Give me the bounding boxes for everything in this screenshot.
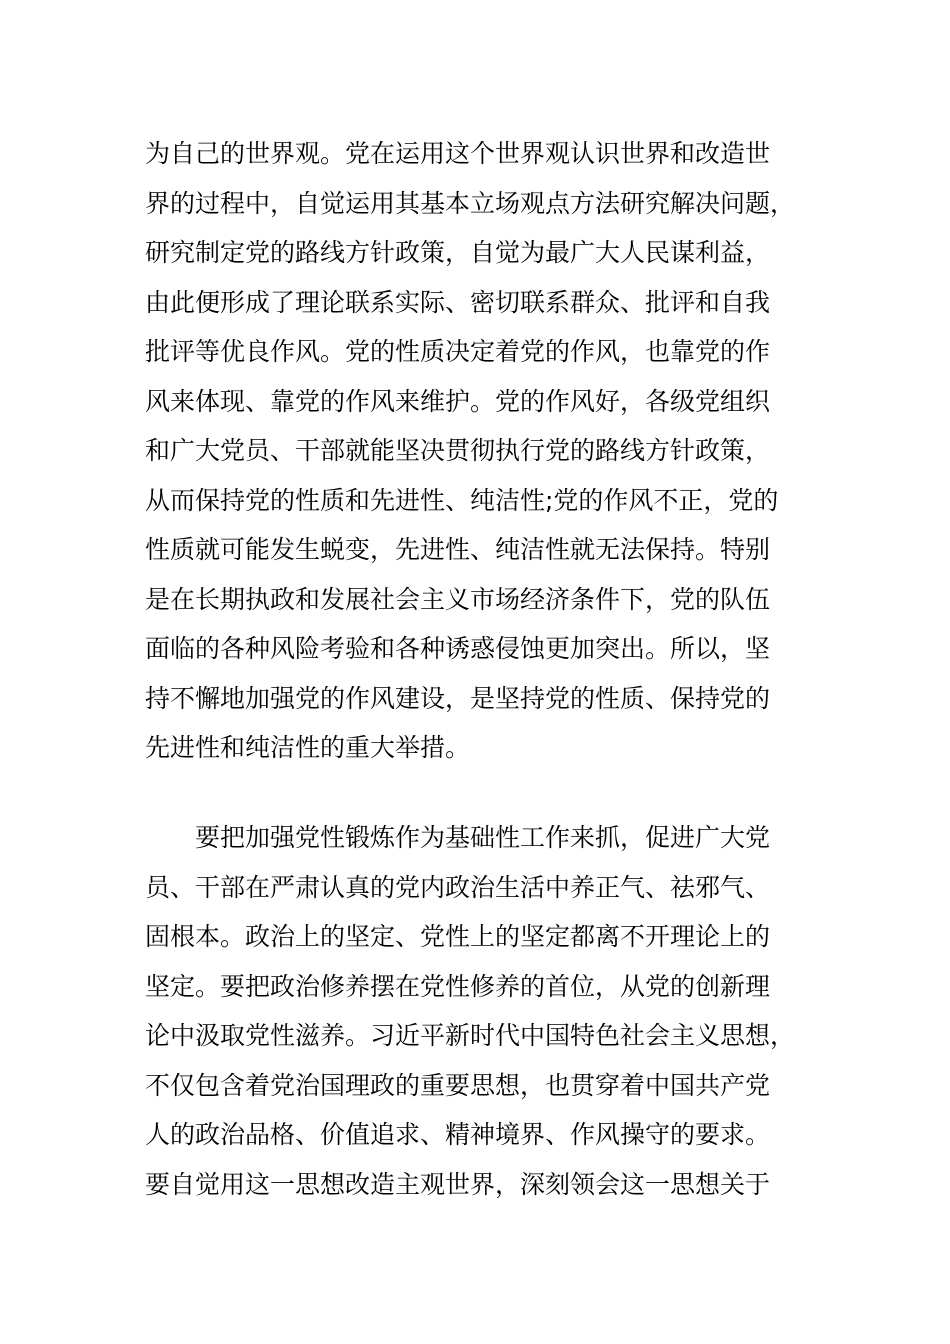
text-line: 员、干部在严肃认真的党内政治生活中养正气、祛邪气、 [145, 872, 771, 902]
text-line: 持不懈地加强党的作风建设，是坚持党的性质、保持党的 [145, 683, 771, 713]
text-line: 从而保持党的性质和先进性、纯洁性;党的作风不正，党的 [145, 485, 779, 515]
text-line: 研究制定党的路线方针政策，自觉为最广大人民谋利益， [145, 238, 771, 267]
text-line: 坚定。要把政治修养摆在党性修养的首位，从党的创新理 [145, 971, 771, 1001]
text-line: 先进性和纯洁性的重大举措。 [145, 733, 471, 762]
text-line: 面临的各种风险考验和各种诱惑侵蚀更加突出。所以，坚 [145, 634, 771, 663]
text-line: 由此便形成了理论联系实际、密切联系群众、批评和自我 [145, 287, 771, 317]
text-line: 论中汲取党性滋养。习近平新时代中国特色社会主义思想， [145, 1021, 796, 1050]
text-line: 固根本。政治上的坚定、党性上的坚定都离不开理论上的 [145, 922, 771, 951]
text-line: 性质就可能发生蜕变，先进性、纯洁性就无法保持。特别 [145, 535, 771, 564]
text-line: 为自己的世界观。党在运用这个世界观认识世界和改造世 [145, 139, 771, 168]
paragraph-1 [145, 129, 825, 773]
text-line: 风来体现、靠党的作风来维护。党的作风好，各级党组织 [145, 386, 771, 416]
text-line: 不仅包含着党治国理政的重要思想，也贯穿着中国共产党 [145, 1070, 771, 1100]
text-line: 要自觉用这一思想改造主观世界，深刻领会这一思想关于 [145, 1169, 771, 1199]
text-line: 是在长期执政和发展社会主义市场经济条件下，党的队伍 [145, 584, 771, 614]
text-line: 要把加强党性锻炼作为基础性工作来抓，促进广大党 [145, 823, 771, 852]
paragraph-2 [145, 813, 825, 1209]
text-line: 批评等优良作风。党的性质决定着党的作风，也靠党的作 [145, 337, 771, 366]
text-line: 和广大党员、干部就能坚决贯彻执行党的路线方针政策， [145, 436, 771, 465]
text-line: 界的过程中，自觉运用其基本立场观点方法研究解决问题， [145, 188, 796, 218]
text-line: 人的政治品格、价值追求、精神境界、作风操守的要求。 [145, 1120, 771, 1149]
